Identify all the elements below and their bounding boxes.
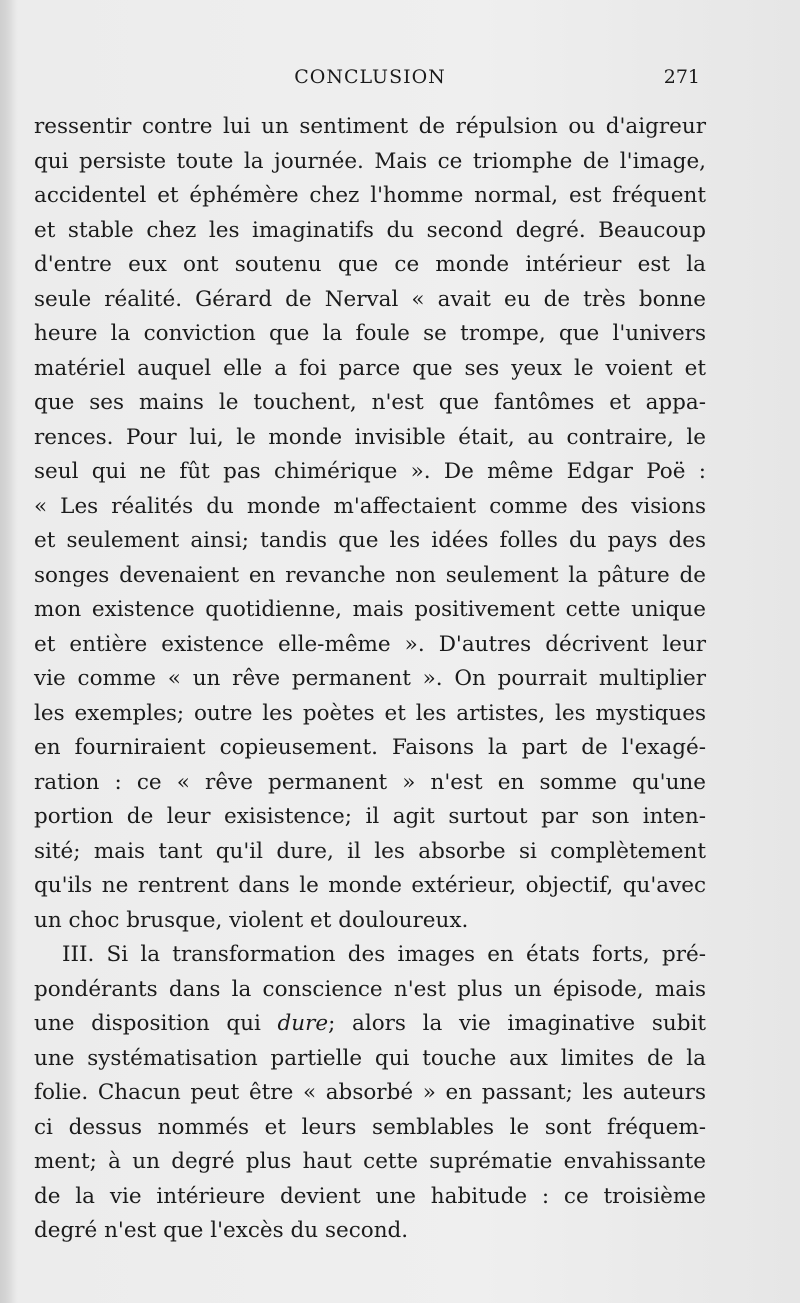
text-line: heure la conviction que la foule se trompe, que l'univers [34,321,706,346]
text-line: folie. Chacun peut être « absorbé » en passant; les auteurs [34,1080,706,1105]
text-line: portion de leur exisistence; il agit surtout par son inten- [34,804,706,829]
text-line: et stable chez les imaginatifs du second degré. Beaucoup [34,217,706,243]
running-head: CONCLUSION [294,66,446,88]
text-line: vie comme « un rêve permanent ». On pourrait multiplier [34,666,706,691]
text-line: en fourniraient copieusement. Faisons la part de l'exagé- [34,735,706,760]
text-line: et seulement ainsi; tandis que les idées folles du pays des [34,528,706,553]
text-line: d'entre eux ont soutenu que ce monde intérieur est la [34,252,706,277]
text-line: III. Si la transformation des images en états forts, pré- [62,942,706,967]
text-line [34,1007,706,1042]
page-number: 271 [663,66,700,88]
text-line: ration : ce « rêve permanent » n'est en somme qu'une [34,769,706,795]
text-line: sité; mais tant qu'il dure, il les absorbe si complètement [34,838,706,864]
text-line: ment; à un degré plus haut cette suprématie envahissante [34,1149,706,1174]
text-segment: une disposition qui [34,1011,278,1036]
text-line: qui persiste toute la journée. Mais ce triomphe de l'image, [34,148,706,174]
text-line: seul qui ne fût pas chimérique ». De même Edgar Poë : [34,459,706,484]
text-line: ressentir contre lui un sentiment de répulsion ou d'aigreur [34,114,706,139]
text-line: seule réalité. Gérard de Nerval « avait eu de très bonne [34,286,706,312]
text-line: un choc brusque, violent et douloureux. [34,907,469,933]
paragraph-2 [34,938,706,1249]
text-line: « Les réalités du monde m'affectaient comme des visions [34,493,706,519]
text-line: de la vie intérieure devient une habitude : ce troisième [34,1183,706,1209]
text-line: rences. Pour lui, le monde invisible était, au contraire, le [34,424,706,450]
text-line: degré n'est que l'excès du second. [34,1218,409,1243]
text-line: songes devenaient en revanche non seulement la pâture de [34,562,706,588]
text-line: et entière existence elle-même ». D'autres décrivent leur [34,631,706,657]
text-line: accidentel et éphémère chez l'homme normal, est fréquent [34,183,706,208]
text-line: qu'ils ne rentrent dans le monde extérieur, objectif, qu'avec [34,873,706,898]
text-line: mon existence quotidienne, mais positivement cette unique [34,597,706,622]
text-line: matériel auquel elle a foi parce que ses yeux le voient et [34,355,706,381]
text-line: les exemples; outre les poètes et les artistes, les mystiques [34,700,706,726]
body-text [34,110,706,1249]
text-segment: ; alors la vie imaginative subit [328,1011,706,1036]
text-line: pondérants dans la conscience n'est plus un épisode, mais [34,976,706,1002]
text-line: que ses mains le touchent, n'est que fantômes et appa- [34,390,706,415]
text-line: une systématisation partielle qui touche aux limites de la [34,1045,706,1071]
page-header [34,64,706,94]
text-line: ci dessus nommés et leurs semblables le sont fréquem- [34,1114,706,1140]
paragraph-1 [34,110,706,938]
italic-word: dure [277,1011,329,1036]
